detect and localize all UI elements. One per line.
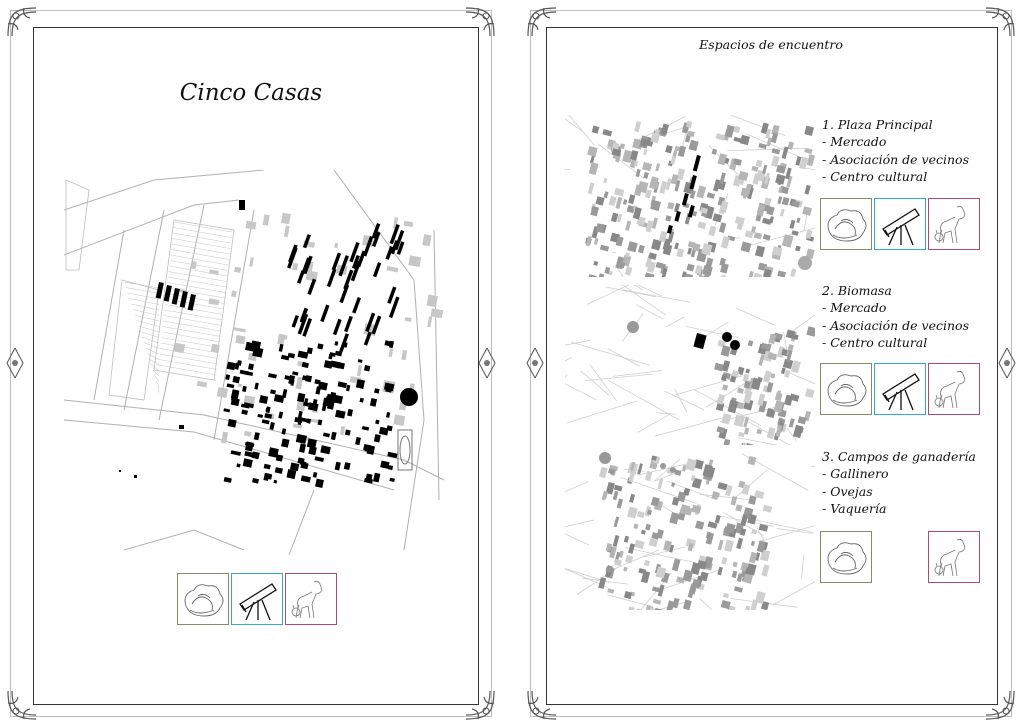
animal-icon [928, 198, 980, 250]
section-item: - Ovejas [822, 483, 873, 499]
side-ornament-icon [478, 348, 496, 378]
section-item: - Mercado [822, 300, 887, 316]
side-ornament-icon [526, 348, 544, 378]
section-item: - Centro cultural [822, 335, 928, 351]
right-page [520, 0, 1022, 727]
section-item: - Gallinero [822, 466, 889, 482]
side-ornament-icon [6, 348, 24, 378]
section-item: - Asociación de vecinos [822, 151, 969, 167]
plaza-principal-map [565, 115, 815, 277]
page-title: Espacios de encuentro [699, 37, 843, 52]
left-page [0, 0, 502, 727]
animal-icon [928, 363, 980, 415]
section-item: - Centro cultural [822, 169, 928, 185]
telescope-icon [874, 363, 926, 415]
animal-icon [928, 531, 980, 583]
cabbage-icon [177, 573, 229, 625]
section-biomasa [822, 282, 1012, 352]
section-heading: 3. Campos de ganadería [822, 449, 976, 464]
section-campos-ganaderia [822, 448, 1012, 518]
section-plaza-principal [822, 116, 1012, 186]
section-heading: 1. Plaza Principal [822, 117, 933, 132]
cabbage-icon [820, 531, 872, 583]
section-item: - Vaquería [822, 501, 887, 517]
town-map [64, 170, 449, 555]
section-item: - Asociación de vecinos [822, 317, 969, 333]
telescope-icon [231, 573, 283, 625]
biomasa-map [565, 285, 815, 445]
campos-ganaderia-map [565, 450, 815, 610]
animal-icon [285, 573, 337, 625]
section-heading: 2. Biomasa [822, 283, 892, 298]
side-ornament-icon [998, 348, 1016, 378]
cabbage-icon [820, 198, 872, 250]
page-title: Cinco Casas [179, 80, 323, 106]
telescope-icon [874, 198, 926, 250]
section-item: - Mercado [822, 134, 887, 150]
cabbage-icon [820, 363, 872, 415]
